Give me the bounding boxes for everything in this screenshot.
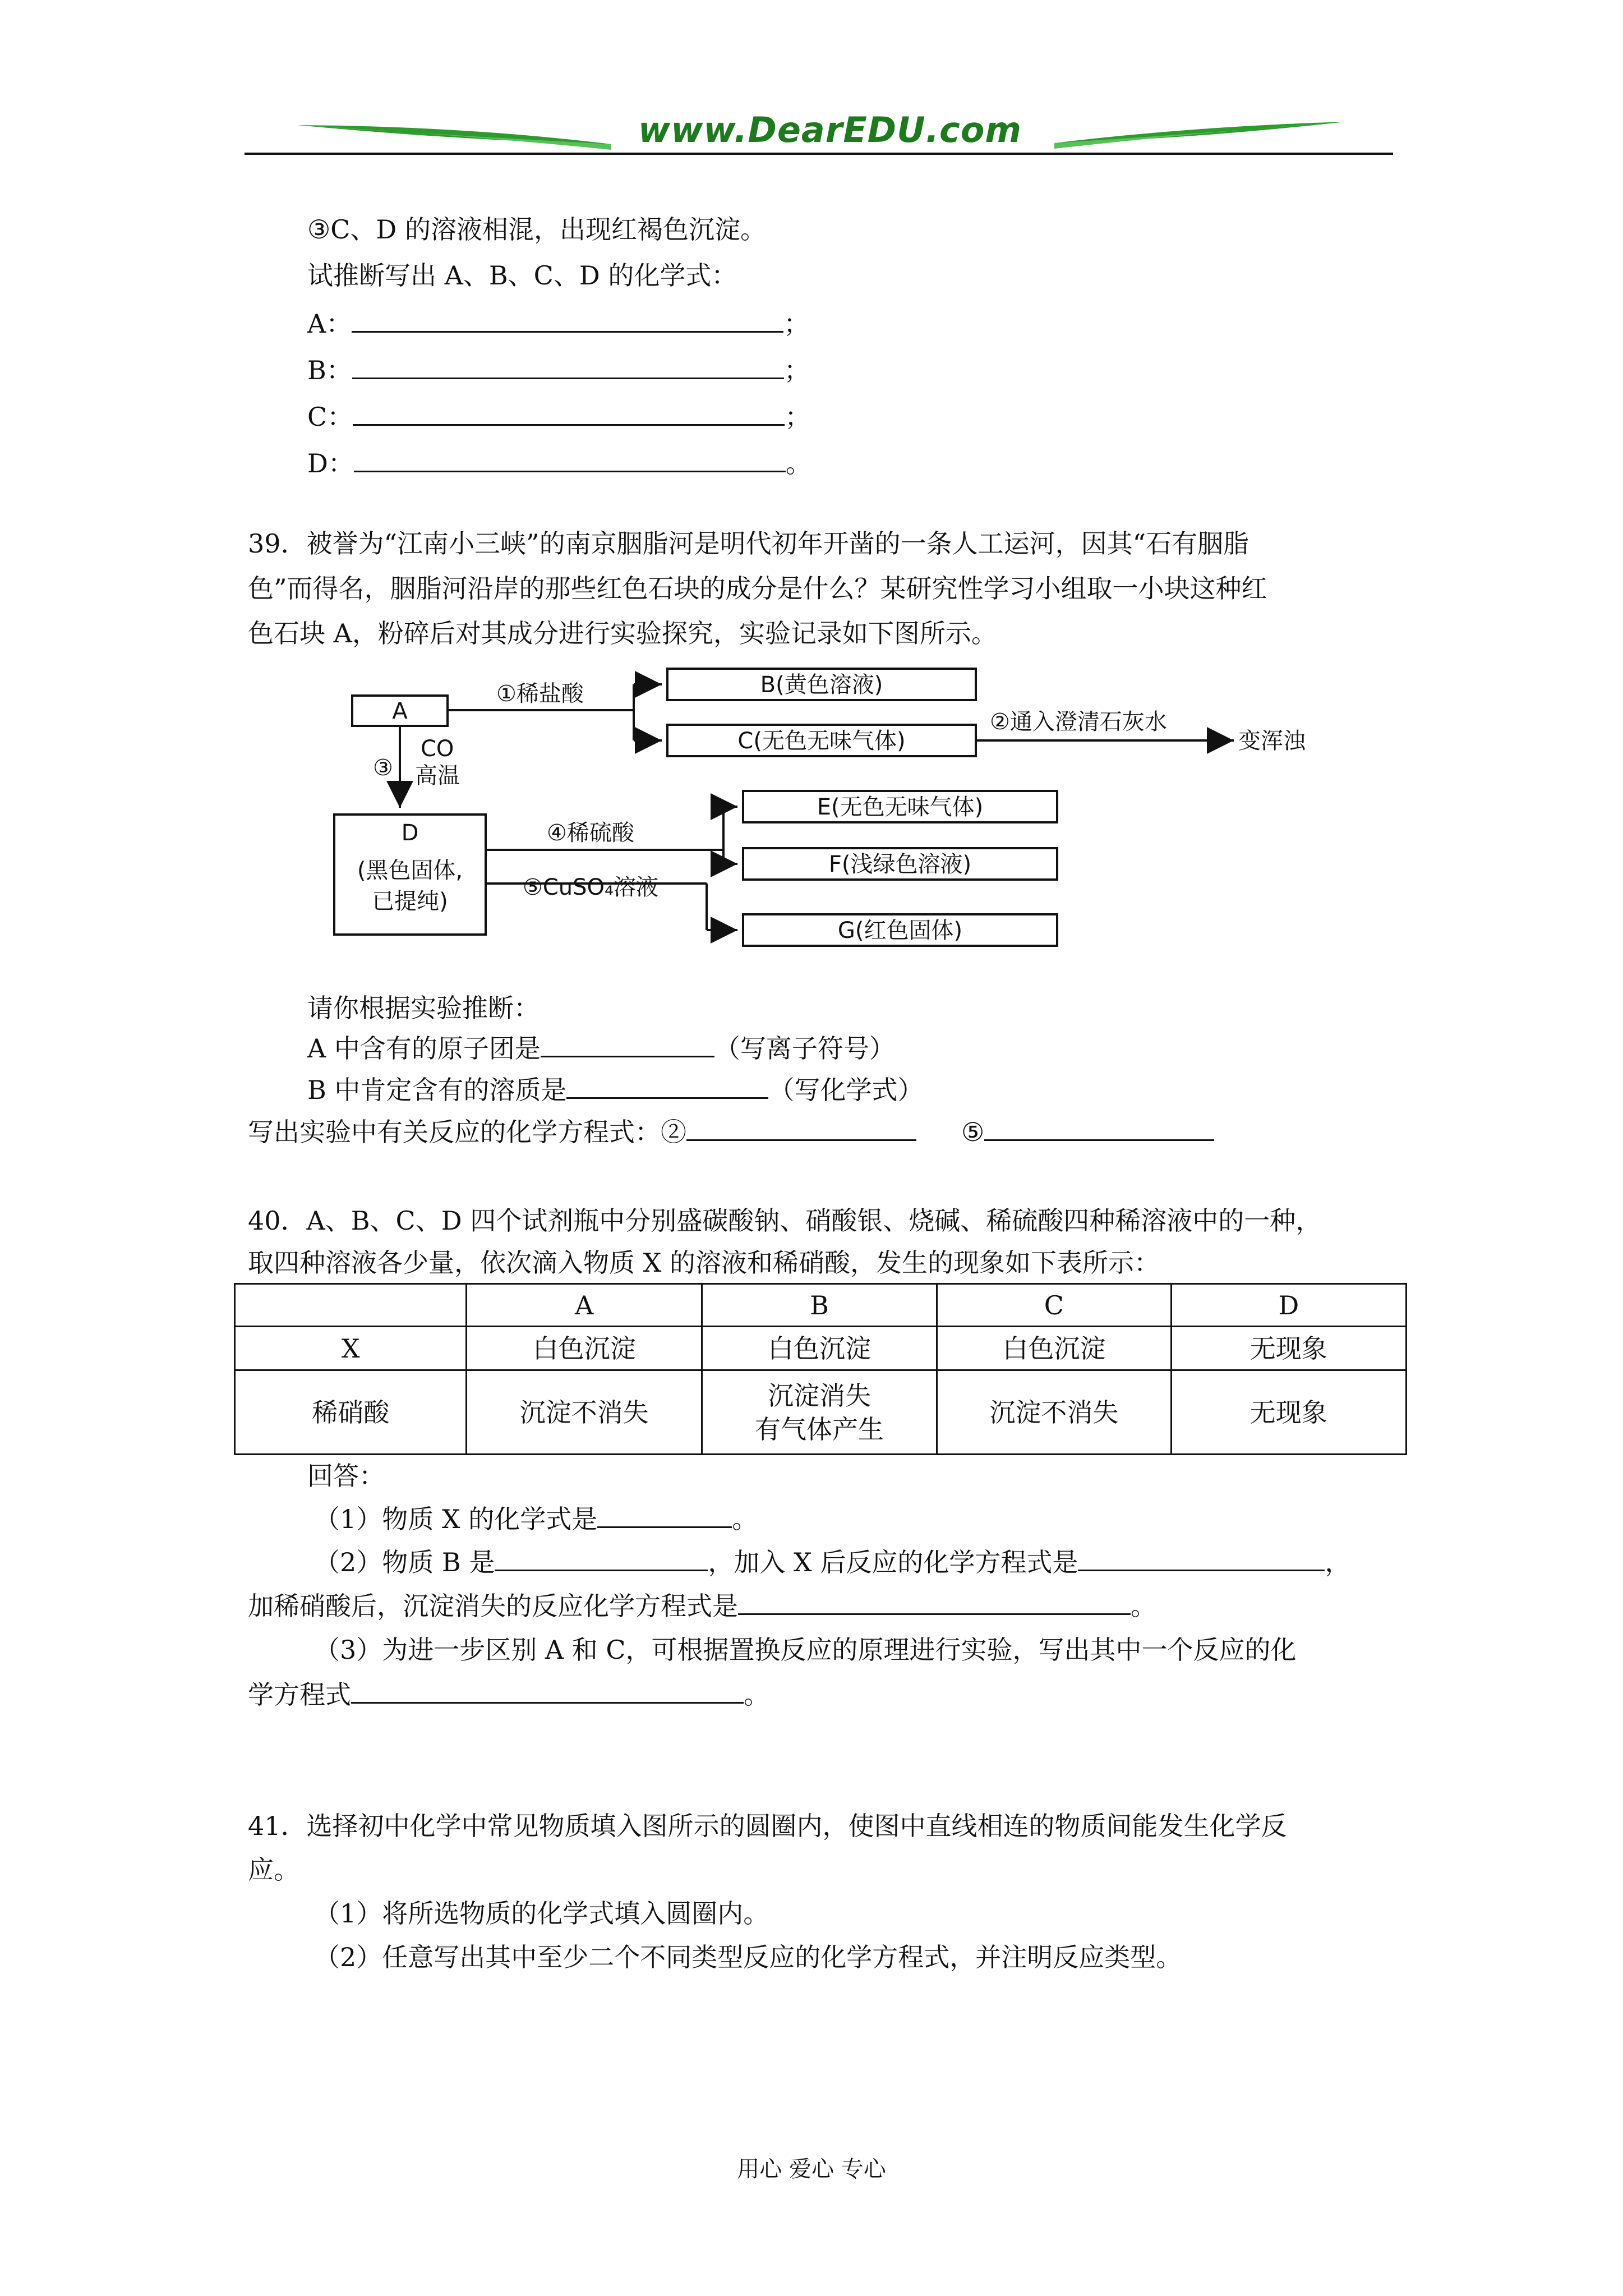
q38-answer-d xyxy=(307,445,811,481)
q41-part1: （1）将所选物质的化学式填入圆圈内。 xyxy=(314,1898,769,1929)
answer-blank[interactable] xyxy=(354,445,786,472)
table-row xyxy=(235,1370,1407,1455)
table-cell: 沉淀不消失 xyxy=(467,1370,702,1455)
node-d-label: D xyxy=(401,820,419,846)
answer-label: 加稀硝酸后，沉淀消失的反应化学方程式是 xyxy=(248,1591,738,1621)
cell-line: 有气体产生 xyxy=(755,1414,884,1444)
q38-line2: 试推断写出 A、B、C、D 的化学式： xyxy=(307,260,737,291)
answer-blank[interactable] xyxy=(351,1676,744,1704)
node-d-desc1: (黑色固体, xyxy=(357,858,463,884)
logo-text: www.DearEDU.com xyxy=(638,109,1022,150)
answer-label: D： xyxy=(307,448,354,478)
q39-prompt: 请你根据实验推断： xyxy=(307,993,540,1023)
answer-end: ， xyxy=(1325,1547,1351,1577)
answer-label: A 中含有的原子团是 xyxy=(307,1033,541,1064)
page-footer: 用心 爱心 专心 xyxy=(737,2156,886,2182)
answer-blank[interactable] xyxy=(738,1588,1131,1615)
answer-blank[interactable] xyxy=(541,1030,714,1057)
q39-answer-a xyxy=(307,1030,895,1066)
table-header-row xyxy=(235,1284,1407,1327)
q40-line2: 取四种溶液各少量，依次滴入物质 X 的溶液和稀硝酸，发生的现象如下表所示： xyxy=(248,1248,1160,1278)
table-cell: 无现象 xyxy=(1171,1370,1406,1455)
answer-end: 。 xyxy=(1131,1591,1156,1621)
answer-end: ； xyxy=(783,309,810,339)
answer-end: 。 xyxy=(744,1680,769,1710)
table-cell: 白色沉淀 xyxy=(702,1327,937,1370)
table-cell: A xyxy=(467,1284,702,1327)
answer-blank[interactable] xyxy=(984,1114,1214,1141)
answer-end: 。 xyxy=(785,448,811,478)
q39-line2: 色”而得名，胭脂河沿岸的那些红色石块的成分是什么？某研究性学习小组取一小块这种红 xyxy=(248,573,1267,604)
answer-hint: （写离子符号） xyxy=(714,1033,895,1064)
q38-answer-b xyxy=(307,352,810,388)
step2-result: 变浑浊 xyxy=(1238,728,1306,754)
table-cell: D xyxy=(1171,1284,1406,1327)
answer-label: C： xyxy=(307,402,353,432)
q40-part3-cont xyxy=(248,1676,769,1712)
table-cell xyxy=(235,1284,467,1327)
node-c-label: C(无色无味气体) xyxy=(737,728,906,754)
q40-line1: 40．A、B、C、D 四个试剂瓶中分别盛碳酸钠、硝酸银、烧碱、稀硫酸四种稀溶液中的一种， xyxy=(248,1205,1322,1236)
q41-line1: 41．选择初中化学中常见物质填入图所示的圆圈内，使图中直线相连的物质间能发生化学反 xyxy=(248,1811,1287,1841)
answer-label: 学方程式 xyxy=(248,1680,351,1710)
step5-label: ⑤CuSO₄溶液 xyxy=(523,875,659,900)
q41-part2: （2）任意写出其中至少二个不同类型反应的化学方程式，并注明反应类型。 xyxy=(314,1942,1182,1972)
answer-blank[interactable] xyxy=(352,352,784,379)
answer-label: （2）物质 B 是 xyxy=(314,1547,495,1577)
q40-part1 xyxy=(314,1501,758,1536)
step3-co: CO xyxy=(421,736,454,762)
answer-label: ，加入 X 后反应的化学方程式是 xyxy=(708,1547,1078,1577)
answer-end: ； xyxy=(785,402,811,432)
table-cell: 白色沉淀 xyxy=(937,1327,1171,1370)
table-cell: B xyxy=(702,1284,937,1327)
table-cell: 无现象 xyxy=(1171,1327,1406,1370)
node-a-label: A xyxy=(392,698,408,724)
q39-answer-b xyxy=(307,1071,923,1107)
step3-temp: 高温 xyxy=(415,763,460,789)
answer-blank[interactable] xyxy=(352,305,783,333)
step3-number: ③ xyxy=(373,755,393,781)
answer-blank[interactable] xyxy=(495,1544,708,1571)
answer-blank[interactable] xyxy=(566,1071,768,1099)
table-cell-multiline xyxy=(702,1370,937,1455)
q39-line1: 39．被誉为“江南小三峡”的南京胭脂河是明代初年开凿的一条人工运河，因其“石有胭脂 xyxy=(248,528,1249,559)
table-cell: C xyxy=(937,1284,1171,1327)
table-cell: X xyxy=(235,1327,467,1370)
q38-line1: ③C、D 的溶液相混，出现红褐色沉淀。 xyxy=(307,214,766,245)
table-cell: 沉淀不消失 xyxy=(937,1370,1171,1455)
answer-hint: （写化学式） xyxy=(768,1075,924,1105)
table-row xyxy=(235,1327,1407,1370)
q40-part2-cont xyxy=(248,1588,1156,1623)
table-cell: 白色沉淀 xyxy=(467,1327,702,1370)
node-d-desc2: 已提纯) xyxy=(372,889,448,914)
step1-label: ①稀盐酸 xyxy=(496,681,584,707)
answer-label: B： xyxy=(307,355,352,385)
step2-label: ②通入澄清石灰水 xyxy=(990,709,1167,735)
cell-line: 沉淀消失 xyxy=(768,1380,871,1411)
q38-answer-c xyxy=(307,398,810,434)
answer-label: （1）物质 X 的化学式是 xyxy=(314,1504,598,1534)
node-g-label: G(红色固体) xyxy=(837,918,963,944)
step4-label: ④稀硫酸 xyxy=(547,820,634,846)
answer-end: ； xyxy=(783,355,810,385)
answer-blank[interactable] xyxy=(353,398,785,426)
q40-part3: （3）为进一步区别 A 和 C，可根据置换反应的原理进行实验，写出其中一个反应的化 xyxy=(314,1635,1297,1665)
q41-line2: 应。 xyxy=(248,1855,299,1885)
node-b-label: B(黄色溶液) xyxy=(760,672,883,698)
node-f-label: F(浅绿色溶液) xyxy=(828,852,972,877)
answer-label: ⑤ xyxy=(961,1117,985,1147)
table-cell: 稀硝酸 xyxy=(235,1370,467,1455)
answer-label: B 中肯定含有的溶质是 xyxy=(307,1075,567,1105)
answer-blank[interactable] xyxy=(686,1114,916,1141)
experiment-flow-diagram xyxy=(314,656,1352,959)
header-rule xyxy=(245,153,1393,155)
answer-blank[interactable] xyxy=(1078,1544,1325,1571)
q39-line3: 色石块 A，粉碎后对其成分进行实验探究，实验记录如下图所示。 xyxy=(248,618,997,648)
q38-answer-a xyxy=(307,305,809,341)
answer-blank[interactable] xyxy=(597,1501,732,1528)
answer-label: A： xyxy=(307,309,352,339)
node-e-label: E(无色无味气体) xyxy=(817,794,984,820)
answer-label: 写出实验中有关反应的化学方程式：② xyxy=(248,1117,686,1147)
q39-equations xyxy=(248,1114,1214,1149)
results-table xyxy=(234,1283,1407,1455)
q40-part2 xyxy=(314,1544,1350,1580)
q40-answer-label: 回答： xyxy=(307,1461,385,1491)
answer-end: 。 xyxy=(732,1504,758,1534)
